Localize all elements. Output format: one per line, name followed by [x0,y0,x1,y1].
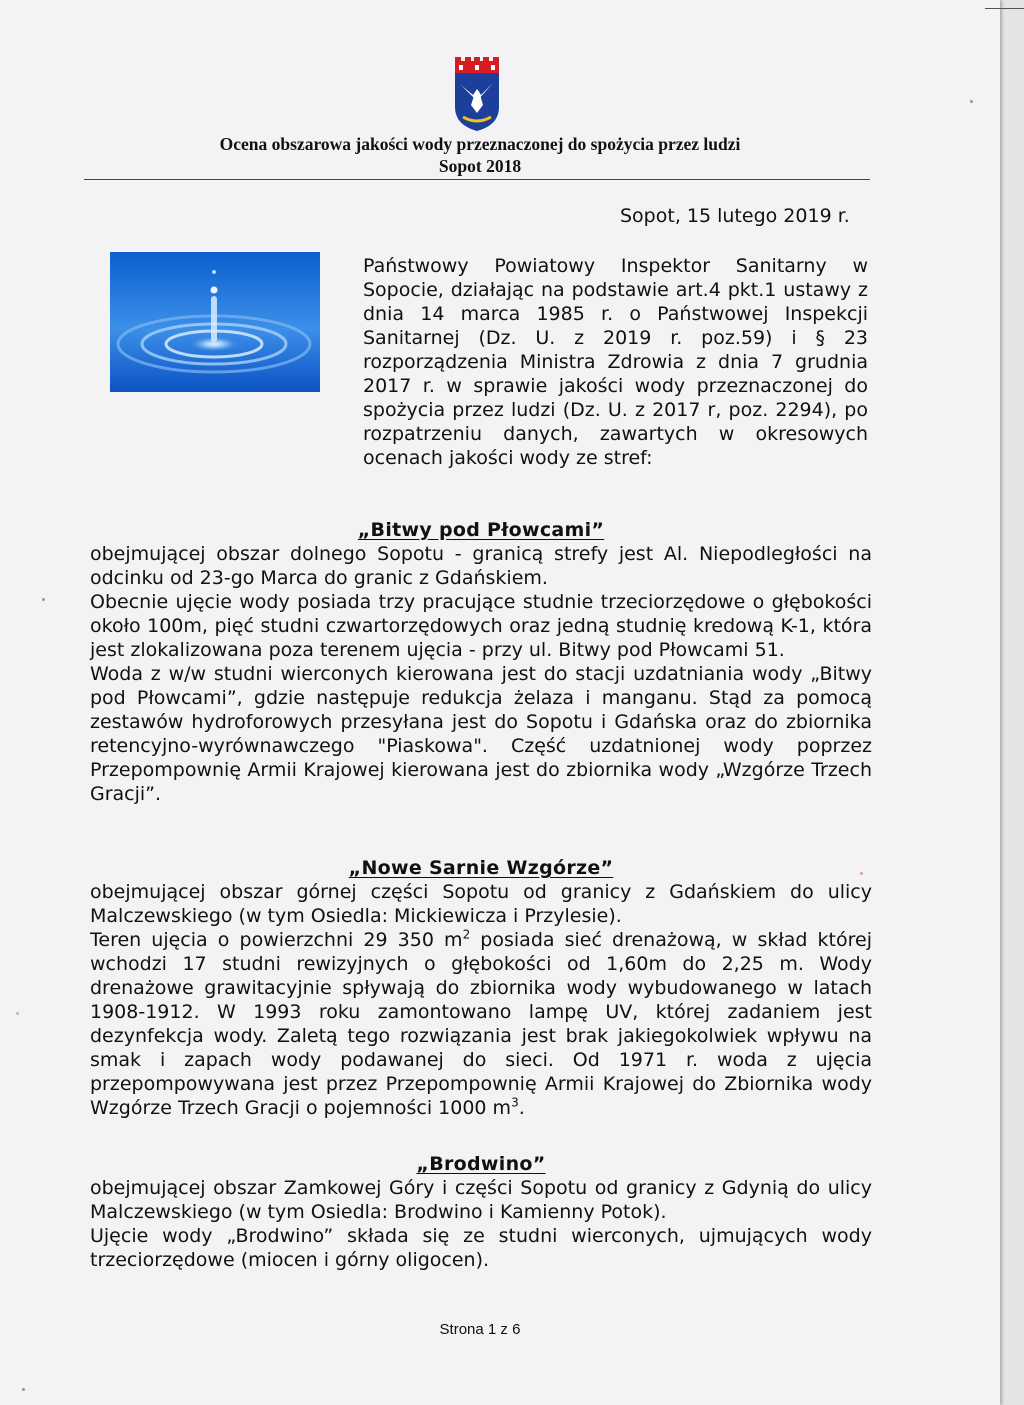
section-title: „Bitwy pod Płowcami” [357,519,605,541]
scan-speck [970,100,973,103]
superscript: 3 [511,1095,519,1110]
header-divider [84,179,870,180]
scan-speck [42,598,45,601]
section-paragraph: Ujęcie wody „Brodwino” składa się ze studni wierconych, ujmujących wody trzeciorzędowe (miocen i górny oligocen). [90,1225,872,1271]
superscript: 2 [462,927,471,942]
page-number: Strona 1 z 6 [439,1321,521,1338]
sopot-coat-of-arms-icon [453,55,501,133]
document-title: Ocena obszarowa jakości wody przeznaczonej do spożycia przez ludzi [219,134,741,154]
scan-speck [22,1388,25,1391]
section-brodwino [90,1152,872,1272]
section-paragraph: obejmującej obszar dolnego Sopotu - granicą strefy jest Al. Niepodległości na odcinku od 23-go Marca do granic z Gdańskiem. [90,543,872,589]
section-title: „Brodwino” [416,1153,546,1175]
intro-paragraph: Państwowy Powiatowy Inspektor Sanitarny w Sopocie, działając na podstawie art.4 pkt.1 ustawy z dnia 14 marca 1985 r. o Państwowej Inspekcji Sanitarnej (Dz. U. z 2019 r. poz.59) i § 23 rozporządzenia Ministra Zdrowia z dnia 7 grudnia 2017 r. w sprawie jakości wody przeznaczonej do spożycia przez ludzi (Dz. U. z 2017 r, poz. 2294), po rozpatrzeniu danych, zawartych w okresowych ocenach jakości wody ze stref: [363,255,868,469]
section-paragraph: obejmującej obszar górnej części Sopotu od granicy z Gdańskiem do ulicy Malczewskiego (w tym Osiedla: Mickiewicza i Przylesie). [90,881,872,927]
scan-speck [860,872,863,875]
section-paragraph: Woda z w/w studni wierconych kierowana jest do stacji uzdatniania wody „Bitwy pod Płowcami”, gdzie następuje redukcja żelaza i manganu. Stąd za pomocą zestawów hydroforowych przesyłana jest do Sopotu i Gdańska oraz do zbiornika retencyjno-wyrównawczego "Piaskowa". Część uzdatnionej wody poprzez Przepompownię Armii Krajowej kierowana jest do zbiornika wody „Wzgórze Trzech Gracji”. [90,663,872,805]
scan-edge-line [985,8,1024,9]
section-paragraph: obejmującej obszar Zamkowej Góry i części Sopotu od granicy z Gdynią do ulicy Malczewskiego (w tym Osiedla: Brodwino i Kamienny Potok). [90,1177,872,1223]
section-paragraph [90,928,872,1120]
water-drop-photo [110,252,320,392]
text-run: posiada sieć drenażową, w skład której wchodzi 17 studni rewizyjnych o głębokości od 1,60m do 2,25 m. Wody drenażowe grawitacyjnie spływają do zbiornika wody wybudowanego w latach 1908-1912. W 1993 roku zamontowano lampę UV, której zadaniem jest dezynfekcja wody. Zaletą tego rozwiązania jest brak jakiegokolwiek wpływu na smak i zapach wody podawanej do sieci. Od 1971 r. woda z ujęcia przepompowywana jest przez Przepompownię Armii Krajowej do Zbiornika wody Wzgórze Trzech Gracji o pojemności 1000 m [90,929,872,1119]
scan-speck [16,1012,19,1015]
text-run: Teren ujęcia o powierzchni 29 350 m [90,929,463,951]
document-date: Sopot, 15 lutego 2019 r. [620,205,850,227]
document-subtitle: Sopot 2018 [438,156,522,176]
text-run: . [518,1097,525,1119]
section-nowe-sarnie-wzgorze [90,856,872,1120]
section-title: „Nowe Sarnie Wzgórze” [348,857,614,879]
section-paragraph: Obecnie ujęcie wody posiada trzy pracujące studnie trzeciorzędowe o głębokości około 100m, pięć studni czwartorzędowych oraz jedną studnię kredową K-1, która jest zlokalizowana poza terenem ujęcia - przy ul. Bitwy pod Płowcami 51. [90,591,872,661]
section-bitwy-pod-plowcami [90,518,872,806]
